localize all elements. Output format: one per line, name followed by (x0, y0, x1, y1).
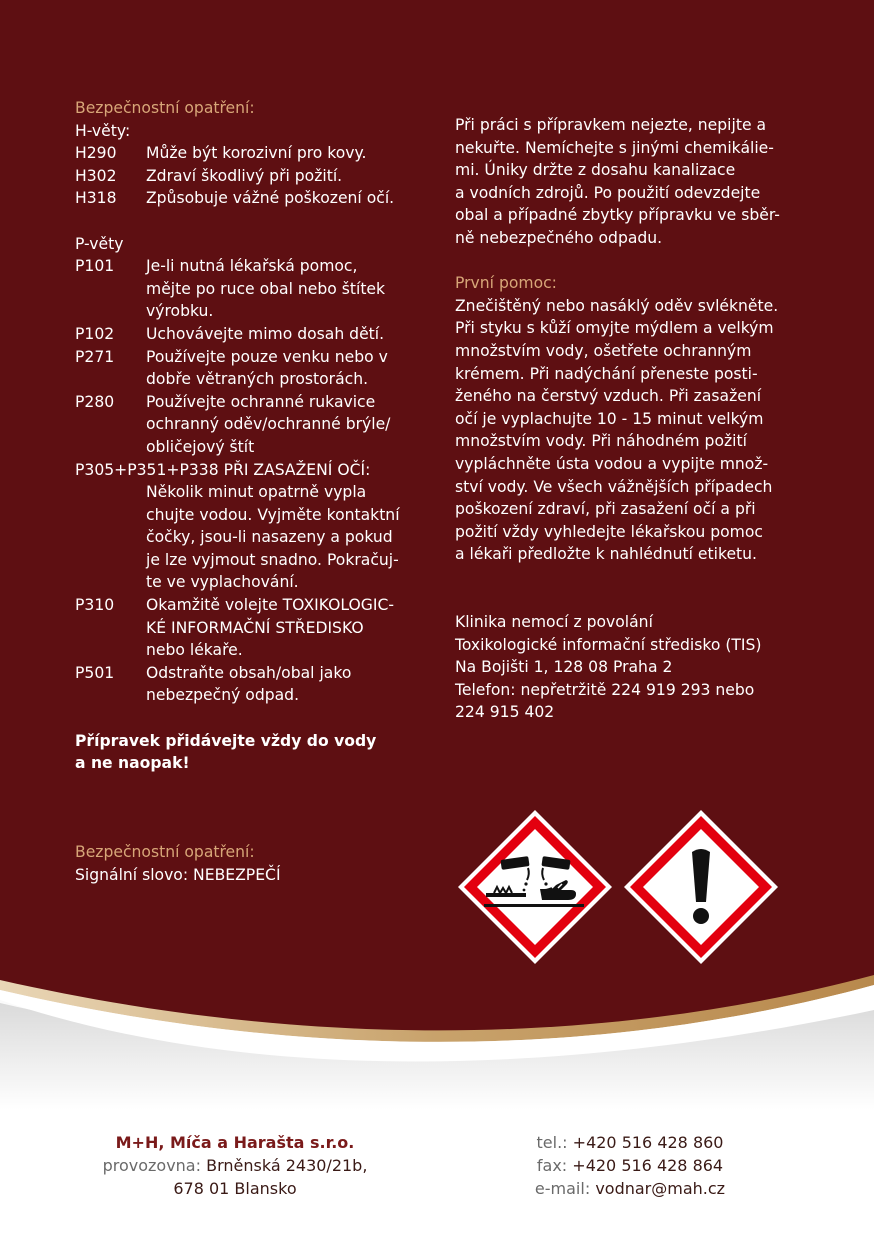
p305-text: Několik minut opatrně vypla chujte vodou. Vyjměte kontaktní čočky, jsou-li nasazeny a pokud je lze vyjmout snadno. Pokračuj- te ve vyplachování. (146, 483, 400, 592)
h-code: H318 (75, 189, 117, 208)
p-text: Uchovávejte mimo dosah dětí. (146, 324, 385, 343)
list-item (75, 165, 420, 188)
city: 678 01 Blansko (173, 1179, 297, 1198)
first-aid-text: Znečištěný nebo nasáklý oděv svlékněte. Při styku s kůží omyjte mýdlem a velkým množstvím vody, ošetřete ochranným krémem. Při nadýchání přeneste posti- ženého na čerstvý vzduch. Při zasažení očí je vyplachujte 10 - 15 minut velkým množstvím vody. Při náhodném požití vypláchněte ústa vodou a vypijte množ- ství vody. Ve všech vážnějších případech poškození zdraví, při zasažení očí a při požití vždy vyhledejte lékařskou pomoc a lékaři předložte k nahlédnutí etiketu. (455, 296, 779, 564)
list-item (75, 346, 420, 391)
p-code: P310 (75, 596, 115, 615)
bold-note: Přípravek přidávejte vždy do vody a ne naopak! (75, 731, 377, 773)
signal-block (75, 841, 375, 886)
work-instructions: Při práci s přípravkem nejezte, nepijte a nekuřte. Nemíchejte s jinými chemikálie- mi. Úniky držte z dosahu kanalizace a vodních zdrojů. Po použití odevzdejte obal a případné zbytky přípravku ve sběr- ně nebezpečného odpadu. (455, 116, 780, 247)
p-text: Odstraňte obsah/obal jako nebezpečný odpad. (146, 663, 352, 705)
exclamation-mark-icon (622, 808, 780, 966)
h-text: Může být korozivní pro kovy. (146, 144, 367, 163)
corrosion-icon (456, 808, 614, 966)
plant-value: Brněnská 2430/21b, (206, 1156, 368, 1175)
p-code: P501 (75, 663, 115, 682)
p-code: P280 (75, 392, 115, 411)
plant-address (70, 1154, 400, 1177)
phone (470, 1131, 790, 1154)
signal-word: Signální slovo: NEBEZPEČÍ (75, 865, 281, 884)
p-text: Používejte ochranné rukavice ochranný oděv/ochranné brýle/ obličejový štít (146, 392, 391, 456)
p-text: Používejte pouze venku nebo v dobře větraných prostorách. (146, 347, 388, 389)
p-code: P271 (75, 347, 115, 366)
footer-company (70, 1131, 400, 1200)
p-phrases-heading: P-věty (75, 234, 124, 253)
company-name: M+H, Míča a Harašta s.r.o. (115, 1133, 355, 1152)
fax-value: +420 516 428 864 (572, 1156, 724, 1175)
email-label: e-mail: (534, 1179, 591, 1198)
p-text: Okamžitě volejte TOXIKOLOGIC- KÉ INFORMAČNÍ STŘEDISKO nebo lékaře. (146, 596, 394, 660)
safety-heading: Bezpečnostní opatření: (75, 99, 255, 117)
h-text: Zdraví škodlivý při požití. (146, 166, 343, 185)
footer-contact (470, 1131, 790, 1200)
h-code: H302 (75, 166, 117, 185)
clinic-contact: Klinika nemocí z povolání Toxikologické informační středisko (TIS) Na Bojišti 1, 128 08 Praha 2 Telefon: nepřetržitě 224 919 293 nebo 224 915 402 (455, 613, 762, 722)
list-item (75, 255, 420, 323)
right-column (455, 114, 805, 724)
h-code: H290 (75, 144, 117, 163)
h-phrases-heading: H-věty: (75, 121, 131, 140)
tel-value: +420 516 428 860 (572, 1133, 724, 1152)
p305-code-line: P305+P351+P338 PŘI ZASAŽENÍ OČÍ: (75, 460, 371, 479)
list-item (75, 662, 420, 707)
p-text: Je-li nutná lékařská pomoc, mějte po ruce obal nebo štítek výrobku. (146, 257, 386, 321)
list-item (75, 323, 420, 346)
h-text: Způsobuje vážné poškození očí. (146, 189, 395, 208)
p-code: P101 (75, 257, 115, 276)
fax-label: fax: (536, 1156, 568, 1175)
fax (470, 1154, 790, 1177)
first-aid-heading: První pomoc: (455, 274, 557, 293)
p-code: P102 (75, 324, 115, 343)
list-item (75, 187, 420, 210)
signal-heading: Bezpečnostní opatření: (75, 843, 255, 861)
list-item (75, 594, 420, 662)
plant-label: provozovna: (102, 1156, 201, 1175)
list-item (75, 142, 420, 165)
left-column (75, 97, 420, 775)
tel-label: tel.: (536, 1133, 568, 1152)
email (470, 1177, 790, 1200)
list-item (75, 391, 420, 459)
email-link[interactable]: vodnar@mah.cz (595, 1179, 726, 1198)
